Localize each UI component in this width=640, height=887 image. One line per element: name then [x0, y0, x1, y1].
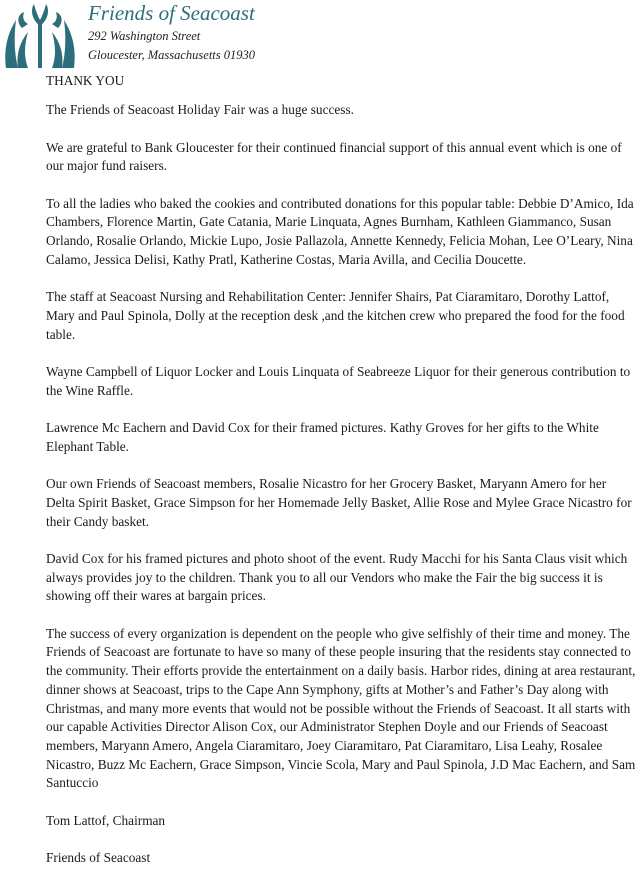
organization-name: Friends of Seacoast: [88, 1, 255, 25]
paragraph-wine-raffle: Wayne Campbell of Liquor Locker and Louis Linquata of Seabreeze Liquor for their generous contribution to the Wine Raffle.: [46, 363, 631, 398]
paragraph-bank-gloucester: We are grateful to Bank Gloucester for their continued financial support of this annual event which is one of our major fund raisers.: [46, 139, 622, 174]
paragraph-baskets: Our own Friends of Seacoast members, Rosalie Nicastro for her Grocery Basket, Maryann Amero for her Delta Spirit Basket, Grace Simpson for her Homemade Jelly Basket, Allie Rose and Mylee Grace Nicastro for their Candy basket.: [46, 476, 632, 529]
letter-body: [46, 72, 636, 887]
paragraph-nursing-staff: The staff at Seacoast Nursing and Rehabilitation Center: Jennifer Shairs, Pat Ciaramitaro, Dorothy Lattof, Mary and Paul Spinola, Dolly at the reception desk ,and the kitchen crew who prepared the food for the food table.: [46, 289, 625, 342]
paragraph-bakers: To all the ladies who baked the cookies and contributed donations for this popular table: Debbie D’Amico, Ida Chambers, Florence Martin, Gate Catania, Marie Linquata, Agnes Burnham, Kathleen Giammanco, Susan Orlando, Rosalie Orlando, Mickie Lupo, Josie Pallazola, Annette Kennedy, Felicia Mohan, Lee O’Leary, Nina Calamo, Jessica Delisi, Kathy Pratl, Katherine Costas, Maria Avilla, and Cecilia Doucette.: [46, 195, 634, 267]
letterhead: [0, 0, 640, 70]
signature-name: Tom Lattof, Chairman: [46, 812, 166, 828]
paragraph-volunteers: The success of every organization is dependent on the people who give selfishly of their time and money. The Friends of Seacoast are fortunate to have so many of these people insuring that the residents stay connected to the community. Their efforts provide the entertainment on a daily basis. Harbor rides, dining at area restaurant, dinner shows at Seacoast, trips to the Cape Ann Symphony, gifts at Mother’s and Father’s Day along with Christmas, and many more events that would not be possible without the Friends of Seacoast. It all starts with our capable Activities Director Alison Cox, our Administrator Stephen Doyle and our Friends of Seacoast members, Maryann Amero, Angela Ciaramitaro, Joey Ciaramitaro, Pat Ciaramitaro, Lisa Leahy, Rosalee Nicastro, Buzz Mc Eachern, Grace Simpson, Vincie Scola, Mary and Paul Spinola, J.D Mac Eachern, and Sam Santuccio: [46, 625, 636, 791]
signature-org: Friends of Seacoast: [46, 850, 151, 866]
paragraph-fair-success: The Friends of Seacoast Holiday Fair was a huge success.: [46, 102, 354, 118]
paragraph-framed-pictures: Lawrence Mc Eachern and David Cox for their framed pictures. Kathy Groves for her gifts to the White Elephant Table.: [46, 420, 599, 454]
letter-heading: THANK YOU: [46, 73, 125, 88]
address-street: 292 Washington Street: [88, 29, 201, 43]
paragraph-vendors: David Cox for his framed pictures and photo shoot of the event. Rudy Macchi for his Santa Claus visit which always provides joy to the children. Thank you to all our Vendors who make the Fair the big success it is showing off their wares at bargain prices.: [46, 550, 628, 604]
lily-flower-logo-icon: [2, 2, 78, 70]
address-city: Gloucester, Massachusetts 01930: [88, 48, 255, 62]
